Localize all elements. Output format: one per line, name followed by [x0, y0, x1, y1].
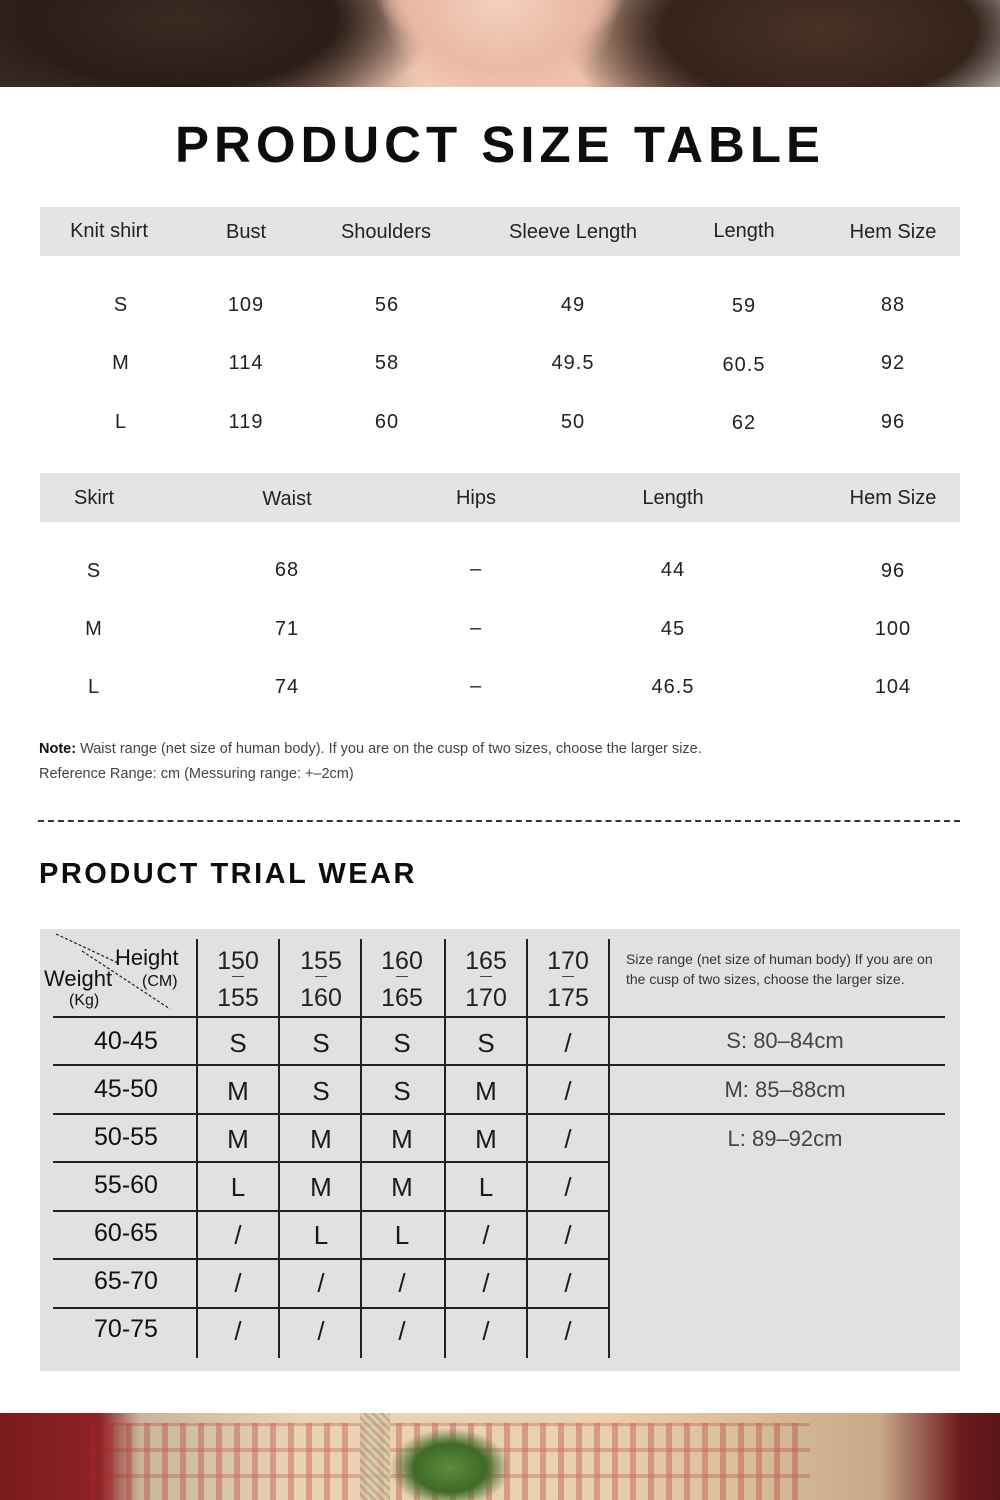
size-note: [39, 737, 702, 787]
size-cell: L: [230, 1172, 246, 1202]
size-cell: S: [312, 1028, 330, 1058]
skirt-cell: S: [86, 560, 102, 582]
skirt-cell: 100: [874, 618, 912, 640]
weight-label: 55-60: [94, 1171, 158, 1199]
skirt-header-waist: Waist: [262, 488, 312, 510]
grid-line: [53, 1064, 945, 1066]
size-cell: M: [391, 1124, 413, 1154]
knit-header-name: Knit shirt: [70, 220, 148, 242]
height-col-165: 165 170: [465, 947, 507, 1012]
skirt-cell: 68: [274, 559, 300, 581]
size-cell: M: [227, 1124, 249, 1154]
size-cell: /: [564, 1028, 572, 1058]
knit-cell: L: [114, 411, 128, 433]
note-text: Waist range (net size of human body). If you are on the cusp of two sizes, choose the larger size.: [80, 741, 702, 757]
weight-label: 50-55: [94, 1123, 158, 1151]
skirt-header-hips: Hips: [455, 487, 497, 509]
size-cell: /: [564, 1172, 572, 1202]
knit-cell: M: [112, 352, 130, 374]
knit-cell: S: [113, 294, 129, 316]
top-photo: [0, 0, 1000, 87]
knit-cell: 92: [880, 352, 906, 374]
model-neck-image: [380, 0, 620, 87]
grid-line: [526, 939, 528, 1358]
height-col-155: 155 160: [300, 947, 342, 1012]
size-cell: /: [564, 1124, 572, 1154]
size-cell: S: [393, 1076, 411, 1106]
size-cell: S: [229, 1028, 247, 1058]
size-range-note: Size range (net size of human body) If you are on the cusp of two sizes, choose the larger size.: [626, 951, 933, 987]
size-cell: /: [564, 1220, 572, 1250]
size-range-s: S: 80–84cm: [726, 1028, 844, 1053]
section-divider: [38, 820, 960, 822]
weight-label: 45-50: [94, 1075, 158, 1103]
weight-label: 65-70: [94, 1267, 158, 1295]
size-cell: M: [310, 1172, 332, 1202]
skirt-cell: –: [469, 675, 483, 697]
size-cell: /: [398, 1268, 406, 1298]
grid-line: [360, 939, 362, 1358]
size-cell: /: [482, 1220, 490, 1250]
knit-cell: 59: [731, 295, 757, 317]
page-title: PRODUCT SIZE TABLE: [174, 116, 826, 173]
knit-header-sleeve: Sleeve Length: [509, 221, 637, 243]
skirt-header-length: Length: [642, 487, 704, 509]
size-cell: M: [310, 1124, 332, 1154]
skirt-cell: 74: [274, 676, 300, 698]
trial-section-title: PRODUCT TRIAL WEAR: [39, 858, 417, 890]
size-cell: /: [317, 1316, 325, 1346]
knit-cell: 56: [374, 294, 400, 316]
size-cell: M: [475, 1124, 497, 1154]
size-cell: /: [398, 1316, 406, 1346]
knit-cell: 60: [374, 411, 400, 433]
skirt-table-header: [40, 473, 960, 522]
size-cell: /: [564, 1076, 572, 1106]
size-cell: S: [477, 1028, 495, 1058]
corner-kg-label: (Kg): [69, 992, 100, 1009]
knit-header-length: Length: [713, 220, 775, 242]
size-cell: /: [234, 1220, 242, 1250]
weight-label: 40-45: [94, 1027, 158, 1055]
knit-header-hem: Hem Size: [849, 221, 937, 243]
grid-line: [196, 939, 198, 1358]
size-cell: /: [564, 1316, 572, 1346]
height-col-170: 170 175: [547, 947, 589, 1012]
skirt-cell: M: [85, 618, 103, 640]
bottom-photo: [0, 1413, 1000, 1500]
knit-cell: 62: [731, 412, 757, 434]
skirt-cell: 44: [660, 559, 686, 581]
size-cell: S: [393, 1028, 411, 1058]
knit-table-header: [40, 207, 960, 256]
size-cell: /: [482, 1268, 490, 1298]
size-cell: /: [482, 1316, 490, 1346]
corner-weight-label: Weight: [44, 966, 113, 991]
knit-cell: 49: [560, 294, 586, 316]
knit-cell: 49.5: [551, 352, 595, 374]
size-cell: /: [317, 1268, 325, 1298]
reference-range: Reference Range: cm (Messuring range: +–2cm): [39, 766, 354, 782]
grid-line: [608, 939, 610, 1358]
skirt-cell: 46.5: [651, 676, 695, 698]
size-cell: S: [312, 1076, 330, 1106]
weight-label: 70-75: [94, 1315, 158, 1343]
size-cell: /: [564, 1268, 572, 1298]
skirt-cell: 71: [274, 618, 300, 640]
height-col-160: 160 165: [381, 947, 423, 1012]
size-cell: M: [391, 1172, 413, 1202]
knit-cell: 60.5: [722, 354, 766, 376]
weight-label: 60-65: [94, 1219, 158, 1247]
size-cell: L: [313, 1220, 329, 1250]
trial-wear-table: [40, 929, 960, 1371]
skirt-cell: 45: [660, 618, 686, 640]
grid-line: [278, 939, 280, 1358]
size-cell: M: [475, 1076, 497, 1106]
grid-line: [53, 1113, 945, 1115]
skirt-cell: L: [87, 676, 101, 698]
knit-cell: 109: [227, 294, 265, 316]
skirt-header-hem: Hem Size: [849, 487, 937, 509]
skirt-header-name: Skirt: [74, 487, 114, 509]
knit-header-bust: Bust: [225, 221, 267, 243]
skirt-cell: 104: [874, 676, 912, 698]
knit-cell: 88: [880, 294, 906, 316]
size-cell: M: [227, 1076, 249, 1106]
knit-cell: 119: [228, 411, 264, 433]
grid-line: [53, 1016, 945, 1018]
size-cell: /: [234, 1316, 242, 1346]
knit-header-shoulders: Shoulders: [340, 221, 432, 243]
grid-line: [444, 939, 446, 1358]
size-cell: L: [394, 1220, 410, 1250]
height-col-150: 150 155: [217, 947, 259, 1012]
size-cell: L: [478, 1172, 494, 1202]
note-label: Note:: [39, 741, 77, 757]
size-range-l: L: 89–92cm: [727, 1126, 843, 1151]
corner-cm-label: (CM): [142, 973, 178, 990]
knit-cell: 58: [374, 352, 400, 374]
size-range-m: M: 85–88cm: [724, 1077, 846, 1102]
skirt-cell: 96: [880, 560, 906, 582]
corner-height-label: Height: [115, 945, 179, 970]
knit-cell: 50: [560, 411, 586, 433]
skirt-cell: –: [469, 617, 483, 639]
size-cell: /: [234, 1268, 242, 1298]
skirt-cell: –: [469, 558, 483, 580]
knit-cell: 114: [228, 352, 264, 374]
knit-cell: 96: [880, 411, 906, 433]
holly-bow-image: [380, 1418, 520, 1500]
